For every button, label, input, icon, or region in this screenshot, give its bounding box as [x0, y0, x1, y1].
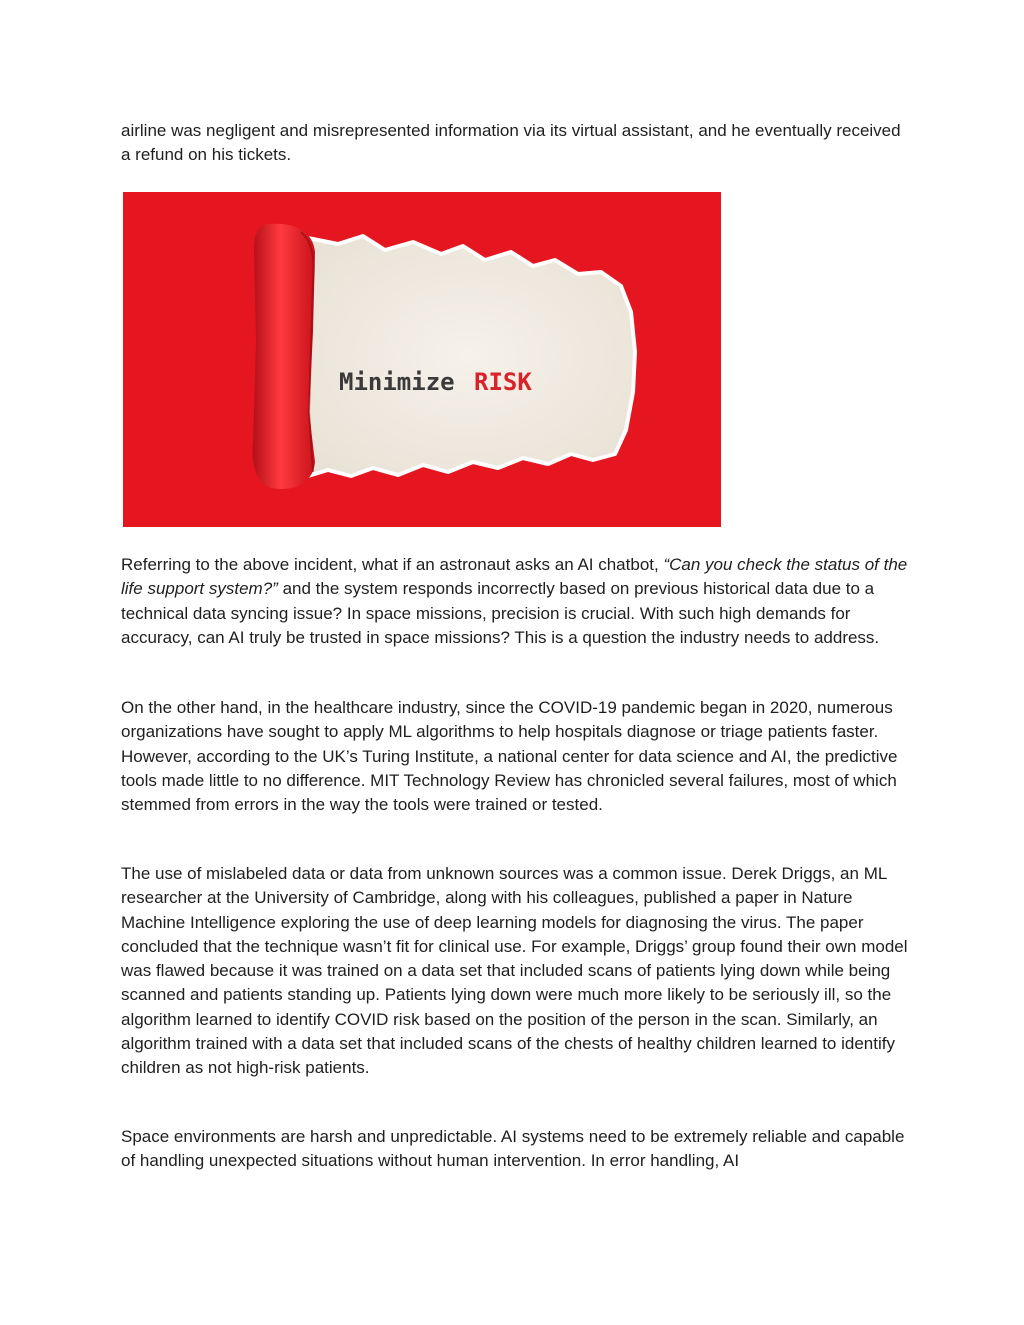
paragraph-airline-refund: airline was negligent and misrepresented information via its virtual assistant, and he eventually received a refund on his tickets.: [121, 121, 901, 165]
p2-text-end: and the system responds incorrectly based on previous historical data due to a technical data syncing issue? In space missions, precision is crucial. With such high demands for accuracy, can AI truly be trusted in space missions? This is a question the industry needs to address.: [121, 579, 880, 647]
p2-text-start: Referring to the above incident, what if an astronaut asks an AI chatbot,: [121, 555, 664, 574]
minimize-risk-image: [123, 192, 721, 527]
p2-quote: “Can you check the status of the life support system?”: [121, 555, 908, 599]
paragraph-mislabeled-data: The use of mislabeled data or data from unknown sources was a common issue. Derek Driggs, an ML researcher at the University of Cambridge, along with his colleagues, published a paper in Nature Machine Intelligence exploring the use of deep learning models for diagnosing the virus. The paper concluded that the technique wasn’t fit for clinical use. For example, Driggs’ group found their own model was flawed because it was trained on a data set that included scans of patients lying down while being scanned and patients standing up. Patients lying down were much more likely to be seriously ill, so the algorithm learned to identify COVID risk based on the position of the person in the scan. Similarly, an algorithm trained with a data set that included scans of the chests of healthy children learned to identify children as not high-risk patients.: [121, 864, 908, 1078]
figure-word-minimize: Minimize: [339, 368, 455, 396]
paragraph-healthcare: On the other hand, in the healthcare industry, since the COVID-19 pandemic began in 2020, numerous organizations have sought to apply ML algorithms to help hospitals diagnose or triage patients faster. However, according to the UK’s Turing Institute, a national center for data science and AI, the predictive tools made little to no difference. MIT Technology Review has chronicled several failures, most of which stemmed from errors in the way the tools were trained or tested.: [121, 698, 898, 815]
paragraph-space-environments: Space environments are harsh and unpredictable. AI systems need to be extremely reliable and capable of handling unexpected situations without human intervention. In error handling, AI: [121, 1127, 905, 1171]
rolled-paper-curl: [253, 224, 315, 489]
figure-word-risk: RISK: [474, 368, 532, 396]
paragraph-astronaut-chatbot: [121, 553, 911, 650]
torn-paper-hole: [303, 236, 635, 476]
